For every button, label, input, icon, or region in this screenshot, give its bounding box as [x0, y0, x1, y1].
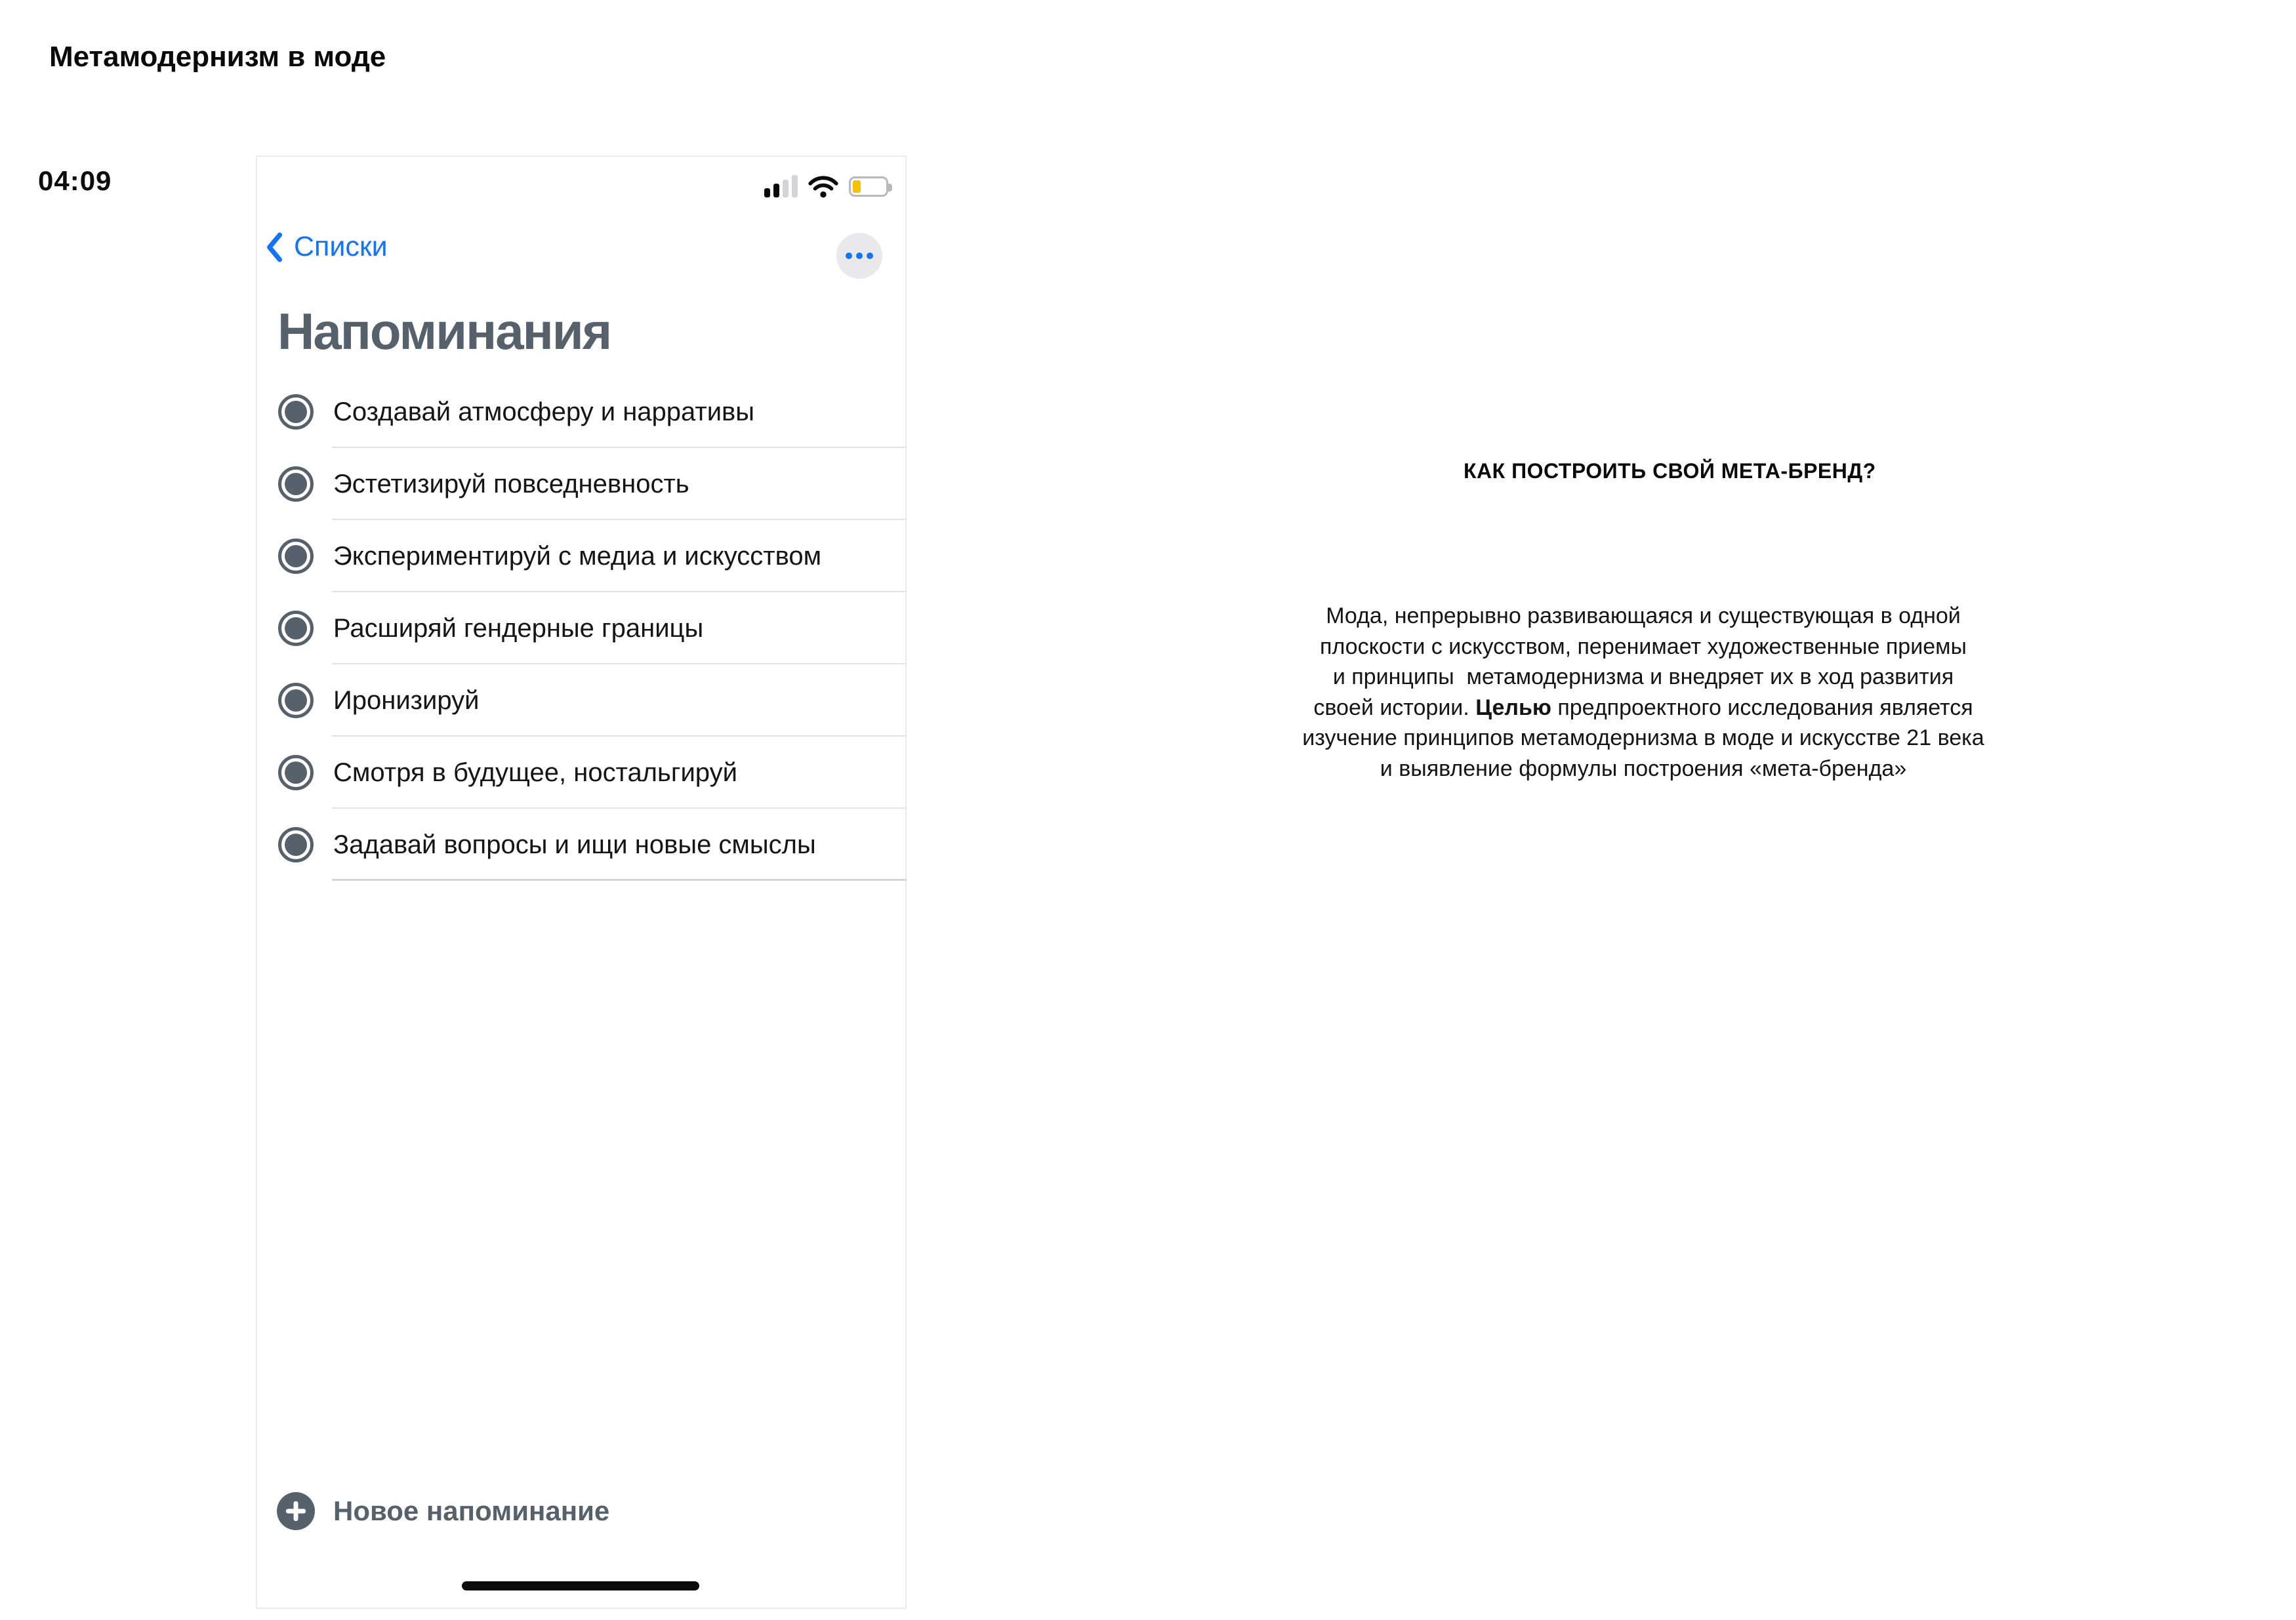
new-reminder-label: Новое напоминание	[333, 1495, 610, 1526]
paragraph-line: и выявление формулы построения «мета-бренда»	[1380, 756, 1907, 781]
reminder-checkbox[interactable]	[278, 755, 314, 790]
reminder-label: Смотря в будущее, ностальгируй	[333, 758, 737, 787]
new-reminder-button[interactable]	[256, 1490, 907, 1532]
home-indicator[interactable]	[462, 1581, 699, 1590]
paragraph-line: изучение принципов метамодернизма в моде и искусстве 21 века	[1302, 725, 1984, 750]
reminders-title: Напоминания	[277, 302, 611, 360]
paragraph-line: своей истории. Целью предпроектного исследования является	[1313, 695, 1973, 720]
status-icons	[764, 174, 892, 199]
reminder-label: Задавай вопросы и ищи новые смыслы	[333, 830, 816, 859]
reminder-label: Иронизируй	[333, 685, 480, 715]
reminder-row[interactable]	[256, 809, 907, 881]
reminder-row[interactable]	[256, 448, 907, 520]
reminder-checkbox[interactable]	[278, 466, 314, 502]
reminder-checkbox[interactable]	[278, 827, 314, 862]
plus-icon	[277, 1492, 315, 1530]
reminder-label: Расширяй гендерные границы	[333, 613, 704, 643]
page-title: Метамодернизм в моде	[49, 41, 386, 73]
reminder-checkbox[interactable]	[278, 683, 314, 718]
reminder-checkbox[interactable]	[278, 394, 314, 430]
meta-brand-heading: КАК ПОСТРОИТЬ СВОЙ МЕТА-БРЕНД?	[1464, 459, 1876, 483]
wifi-icon	[807, 174, 840, 199]
cellular-signal-icon	[764, 175, 798, 197]
reminder-label: Эстетизируй повседневность	[333, 469, 689, 498]
reminder-row[interactable]	[256, 737, 907, 809]
reminder-label: Экспериментируй с медиа и искусством	[333, 541, 822, 571]
reminder-label: Создавай атмосферу и нарративы	[333, 397, 755, 426]
reminder-checkbox[interactable]	[278, 611, 314, 646]
reminder-checkbox[interactable]	[278, 538, 314, 574]
phone-screenshot	[256, 155, 907, 1609]
reminder-row[interactable]	[256, 520, 907, 592]
more-button[interactable]	[836, 233, 882, 279]
paragraph-line: плоскости с искусством, перенимает художественные приемы	[1320, 634, 1967, 659]
battery-low-icon	[849, 176, 888, 197]
reminder-row[interactable]	[256, 664, 907, 737]
paragraph-line: и принципы метамодернизма и внедряет их в ход развития	[1332, 664, 1954, 689]
reminder-row[interactable]	[256, 376, 907, 448]
intro-paragraph	[1246, 601, 2040, 784]
ellipsis-icon	[846, 253, 852, 259]
chevron-left-icon	[265, 232, 283, 262]
reminder-row[interactable]	[256, 592, 907, 664]
back-label: Списки	[294, 231, 388, 262]
reminders-list	[256, 376, 907, 881]
row-divider	[332, 879, 907, 881]
back-button[interactable]	[265, 231, 388, 263]
paragraph-line: Мода, непрерывно развивающаяся и существующая в одной	[1326, 603, 1961, 628]
status-time-label: 04:09	[38, 165, 112, 196]
